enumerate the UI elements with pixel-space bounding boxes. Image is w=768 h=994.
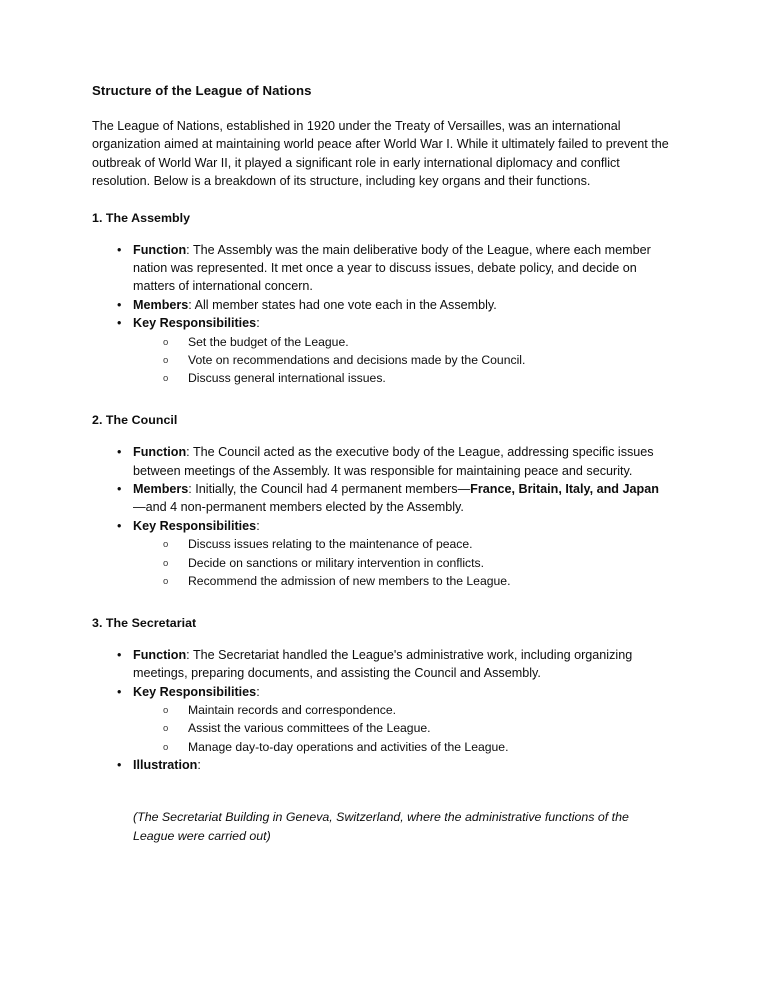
sub-bullet-list <box>133 701 670 756</box>
item-separator: : <box>188 297 195 312</box>
sub-item-text: Vote on recommendations and decisions made by the Council. <box>188 352 526 367</box>
item-separator: : <box>256 518 260 533</box>
sub-item-text: Discuss general international issues. <box>188 371 386 386</box>
item-text: The Secretariat handled the League's administrative work, including organizing meetings, preparing documents, and assisting the Council and Assembly. <box>133 647 633 681</box>
sub-item-text: Set the budget of the League. <box>188 334 349 349</box>
page-title: Structure of the League of Nations <box>92 83 312 98</box>
sub-list-item <box>133 369 670 387</box>
bullet-icon: • <box>117 445 122 460</box>
item-bold-segment: France, Britain, Italy, and Japan <box>470 482 659 497</box>
section-the-council <box>92 411 670 590</box>
bullet-icon: • <box>117 518 122 533</box>
circle-bullet-icon: o <box>163 354 169 366</box>
item-separator: : <box>197 757 201 772</box>
item-label: Key Responsibilities <box>133 316 257 331</box>
circle-bullet-icon: o <box>163 723 169 735</box>
item-separator: : <box>186 242 193 257</box>
bullet-icon: • <box>117 316 122 331</box>
sub-list-item <box>133 351 670 369</box>
sub-item-text: Manage day-to-day operations and activities of the League. <box>188 739 509 754</box>
item-label: Illustration <box>133 757 198 772</box>
sub-item-text: Discuss issues relating to the maintenance of peace. <box>188 537 473 552</box>
bullet-icon: • <box>117 482 122 497</box>
item-text: The Assembly was the main deliberative body of the League, where each member nation was represented. It met once a year to discuss issues, debate policy, and decide on matters of international concern. <box>133 242 651 294</box>
section-heading: 1. The Assembly <box>92 210 191 225</box>
sub-list-item <box>133 554 670 572</box>
list-item <box>92 683 670 756</box>
item-text: All member states had one vote each in the Assembly. <box>194 297 497 312</box>
bullet-icon: • <box>117 297 122 312</box>
sub-item-text: Maintain records and correspondence. <box>188 703 396 718</box>
section-heading: 3. The Secretariat <box>92 615 197 630</box>
item-text-before-bold: Initially, the Council had 4 permanent members— <box>195 482 471 497</box>
circle-bullet-icon: o <box>163 336 169 348</box>
sub-list-item <box>133 738 670 756</box>
item-label: Members <box>133 482 189 497</box>
sub-list-item <box>133 701 670 719</box>
item-separator: : <box>256 684 260 699</box>
bullet-icon: • <box>117 242 122 257</box>
bullet-list <box>92 241 670 388</box>
item-text: The Council acted as the executive body of the League, addressing specific issues between meetings of the Assembly. It was responsible for maintaining peace and security. <box>133 445 654 478</box>
item-separator: : <box>188 482 196 497</box>
list-item <box>92 480 670 517</box>
list-item <box>92 443 670 480</box>
item-label: Members <box>133 297 189 312</box>
list-item <box>92 241 670 296</box>
illustration-caption: (The Secretariat Building in Geneva, Switzerland, where the administrative functions of the League were carried out) <box>133 810 629 843</box>
sub-item-text: Assist the various committees of the League. <box>188 721 431 736</box>
list-item <box>92 517 670 590</box>
item-label: Function <box>133 647 187 662</box>
sub-item-text: Decide on sanctions or military intervention in conflicts. <box>188 555 485 570</box>
item-separator: : <box>186 647 193 662</box>
sub-item-text: Recommend the admission of new members to the League. <box>188 573 511 588</box>
circle-bullet-icon: o <box>163 557 169 569</box>
bullet-icon: • <box>117 684 122 699</box>
sub-list-item <box>133 719 670 737</box>
item-label: Key Responsibilities <box>133 684 257 699</box>
sub-list-item <box>133 572 670 590</box>
circle-bullet-icon: o <box>163 575 169 587</box>
list-item <box>92 646 670 683</box>
item-separator: : <box>256 316 260 331</box>
bullet-list <box>92 443 670 590</box>
bullet-icon: • <box>117 757 122 772</box>
sub-list-item <box>133 535 670 553</box>
bullet-list <box>92 646 670 774</box>
item-label: Key Responsibilities <box>133 518 257 533</box>
item-text-after-bold: —and 4 non-permanent members elected by the Assembly. <box>133 500 464 515</box>
section-the-secretariat <box>92 614 670 845</box>
circle-bullet-icon: o <box>163 741 169 753</box>
sub-list-item <box>133 333 670 351</box>
circle-bullet-icon: o <box>163 539 169 551</box>
item-label: Function <box>133 445 187 460</box>
list-item <box>92 296 670 314</box>
intro-paragraph: The League of Nations, established in 1920 under the Treaty of Versailles, was an international organization aimed at maintaining world peace after World War I. While it ultimately failed to prevent the outbreak of World War II, it played a significant role in early international diplomacy and conflict resolution. Below is a breakdown of its structure, including key organs and their functions. <box>92 119 669 189</box>
section-the-assembly <box>92 209 670 388</box>
bullet-icon: • <box>117 647 122 662</box>
list-item <box>92 314 670 387</box>
list-item <box>92 756 670 774</box>
item-separator: : <box>186 445 193 460</box>
circle-bullet-icon: o <box>163 373 169 385</box>
sub-bullet-list <box>133 535 670 590</box>
section-heading: 2. The Council <box>92 413 178 428</box>
circle-bullet-icon: o <box>163 705 169 717</box>
sub-bullet-list <box>133 333 670 388</box>
item-label: Function <box>133 242 187 257</box>
